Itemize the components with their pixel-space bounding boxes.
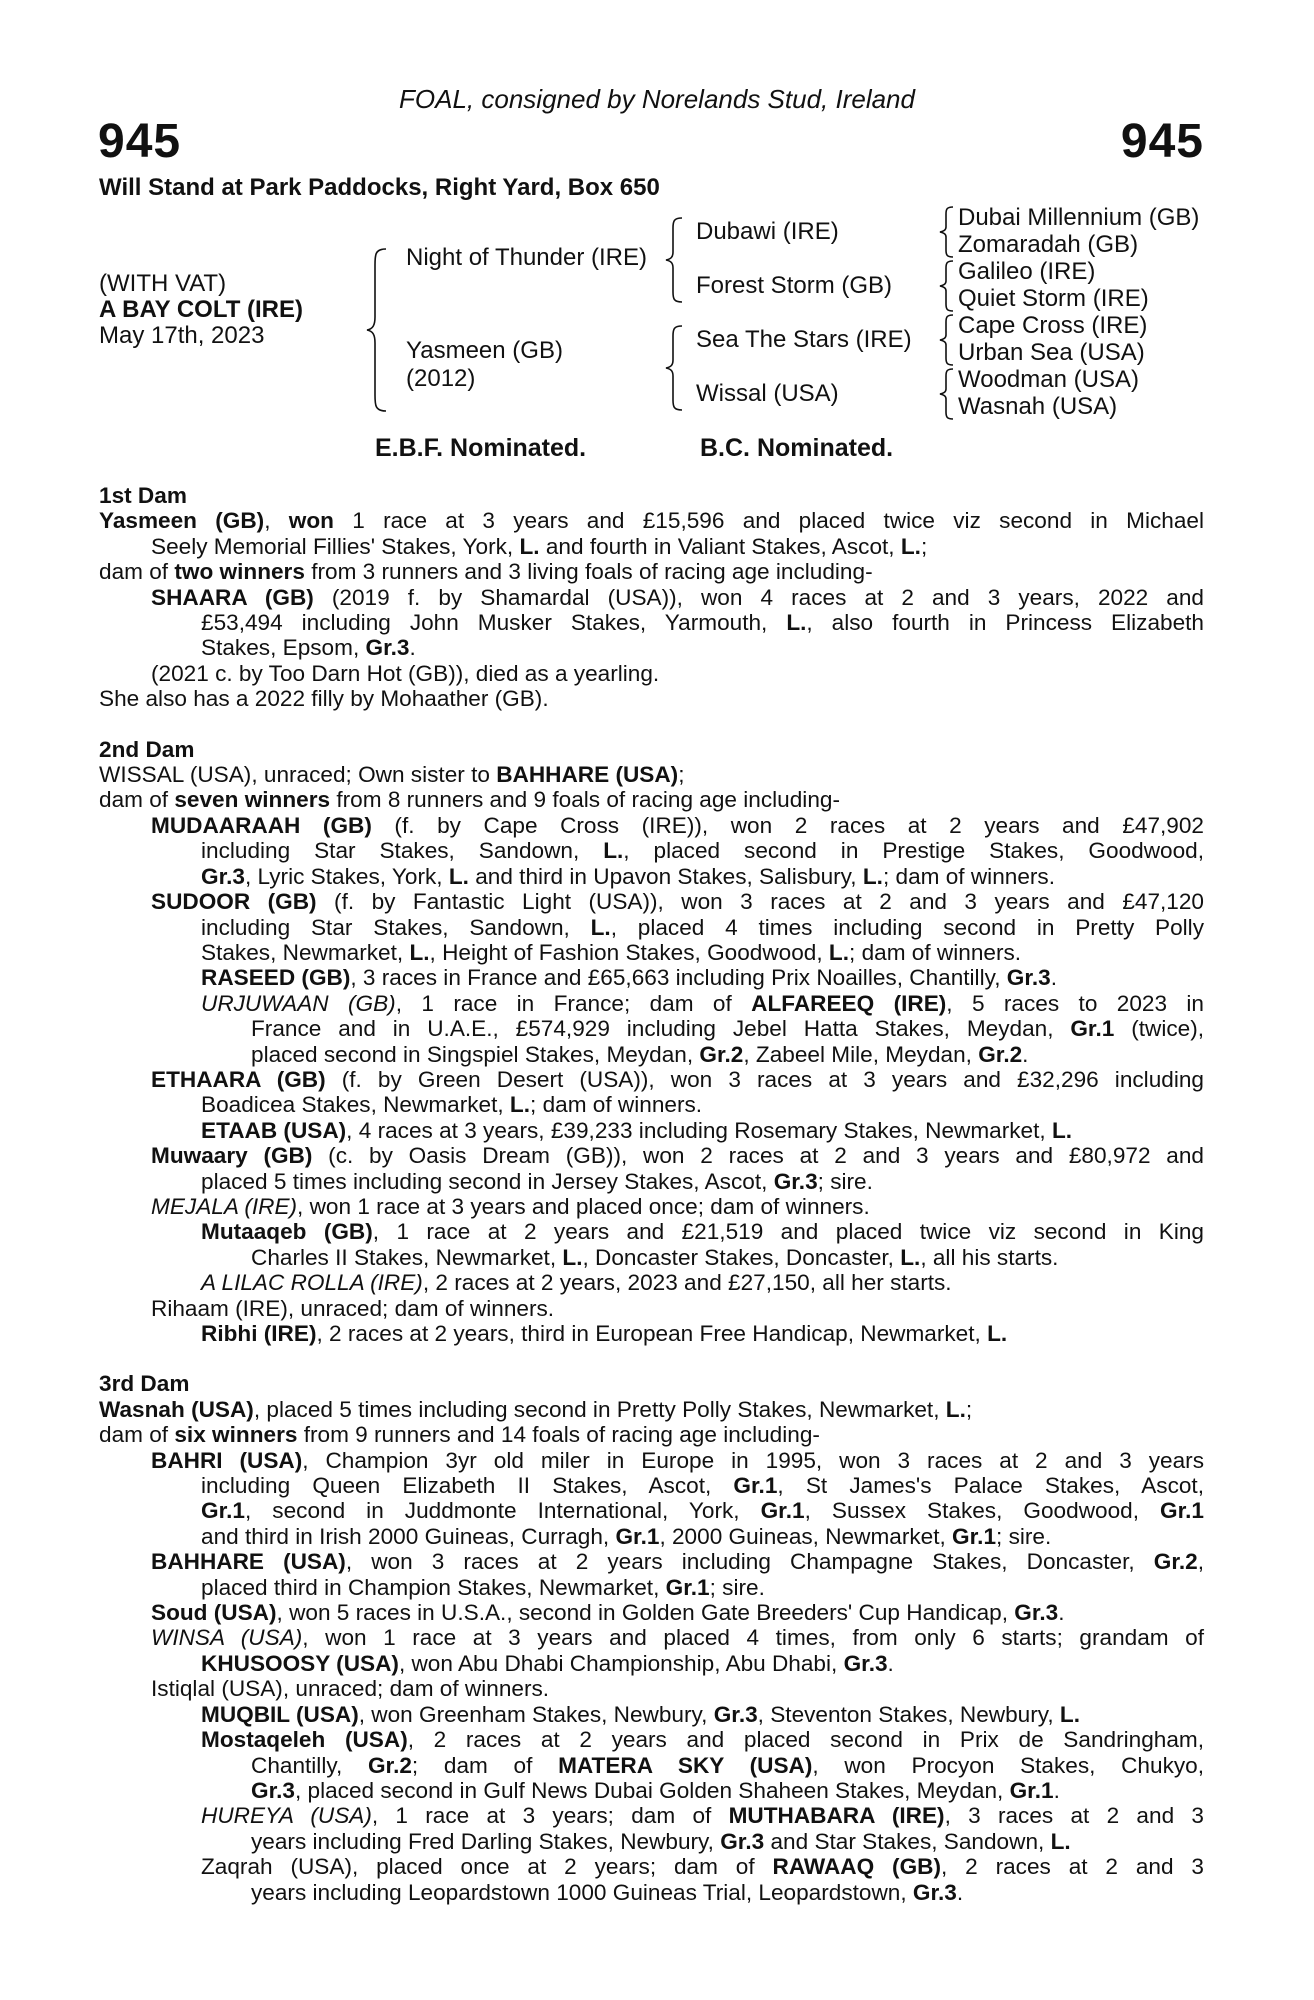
text-segment: BAHRI (USA) (151, 1447, 303, 1473)
consignor-line: FOAL, consigned by Norelands Stud, Ireland (399, 84, 915, 114)
sire-sire-dam: Zomaradah (GB) (958, 231, 1139, 258)
text-segment: Gr.3 (773, 1168, 818, 1194)
text-segment: Ribhi (IRE) (201, 1321, 317, 1346)
text-segment: from 8 runners and 9 foals of racing age including- (330, 787, 840, 813)
text-segment: , second in Juddmonte International, York, (244, 1498, 761, 1524)
text-segment: L. (1059, 1701, 1081, 1727)
text-segment: Gr.1 (952, 1523, 997, 1549)
text-segment: and Star Stakes, Sandown, (764, 1828, 1051, 1854)
text-segment: A LILAC ROLLA (IRE) (201, 1270, 423, 1296)
text-segment: Gr.2 (978, 1041, 1023, 1067)
text-segment: , placed second in Gulf News Dubai Golden Shaheen Stakes, Meydan, (294, 1777, 1010, 1803)
dam-section (99, 712, 1204, 1347)
text-segment: Stakes, Newmarket, (201, 939, 410, 965)
text-segment: , 1 race in France; dam of (395, 990, 752, 1016)
text-line (99, 1194, 1204, 1219)
dam-sire-sire: Cape Cross (IRE) (958, 312, 1148, 339)
text-segment: (c. by Oasis Dream (GB)), won 2 races at 2 and 3 years and £80,972 and (312, 1143, 1204, 1169)
text-segment: ; (920, 533, 928, 559)
text-segment: L. (590, 914, 611, 940)
text-segment: Stakes, Epsom, (201, 635, 366, 661)
text-segment: (f. by Green Desert (USA)), won 3 races at 3 years and £32,296 including (325, 1066, 1204, 1092)
sire-dam-dam: Quiet Storm (IRE) (958, 285, 1149, 312)
text-segment: , won Procyon Stakes, Chukyo, (812, 1752, 1205, 1778)
text-segment: L. (945, 1396, 966, 1422)
text-segment: Yasmeen (GB) (99, 508, 265, 534)
text-line (99, 1016, 1204, 1041)
text-segment: , won 1 race at 3 years and placed once; dam of winners. (297, 1193, 870, 1219)
text-line (99, 1651, 1204, 1676)
text-segment: MUQBIL (USA) (201, 1701, 359, 1727)
text-segment: ; dam of (411, 1752, 559, 1778)
text-line (99, 508, 1204, 533)
vat-note: (WITH VAT) (99, 270, 227, 297)
text-segment: , won 3 races at 2 years including Champagne Stakes, Doncaster, (345, 1549, 1154, 1575)
text-segment: Wasnah (USA) (99, 1396, 254, 1422)
text-line (99, 635, 1204, 660)
section-gap (99, 1346, 1204, 1371)
text-segment: ; (965, 1396, 973, 1422)
text-segment: , Zabeel Mile, Meydan, (743, 1041, 979, 1067)
text-segment: , all his starts. (920, 1244, 1059, 1270)
text-line (99, 813, 1204, 838)
text-segment: Mutaaqeb (GB) (201, 1219, 373, 1245)
text-segment: WINSA (USA) (151, 1625, 303, 1651)
text-segment: Gr.3 (365, 635, 410, 661)
text-segment: , 1 race at 2 years and £21,519 and placed twice viz second in King (372, 1219, 1204, 1245)
text-line (99, 1778, 1204, 1803)
text-segment: ; dam of winners. (849, 939, 1022, 965)
sire-name: Night of Thunder (IRE) (406, 244, 647, 271)
text-segment: , 5 races to 2023 in (946, 990, 1205, 1016)
text-segment: , 1 race at 3 years; dam of (371, 1803, 729, 1829)
text-line (99, 991, 1204, 1016)
lot-subject: A BAY COLT (IRE) (99, 296, 304, 323)
dam-name: Yasmeen (GB) (406, 337, 563, 364)
text-line (99, 1702, 1204, 1727)
text-segment: . (1053, 1777, 1060, 1803)
text-line (99, 1042, 1204, 1067)
brace-dam (662, 324, 688, 412)
section-heading: 1st Dam (99, 483, 187, 508)
brace-sd (937, 259, 957, 313)
text-segment: ETHAARA (GB) (151, 1066, 326, 1092)
text-segment: years including Fred Darling Stakes, Newbury, (251, 1828, 721, 1854)
text-line (99, 965, 1204, 990)
text-line (99, 1854, 1204, 1879)
text-segment: RASEED (GB) (201, 965, 351, 991)
dam-sire: Sea The Stars (IRE) (696, 326, 912, 353)
bc-nomination: B.C. Nominated. (700, 434, 894, 462)
text-line (99, 889, 1204, 914)
text-line (99, 585, 1204, 610)
text-segment: She also has a 2022 filly by Mohaather (GB). (99, 686, 549, 712)
text-segment: Istiqlal (USA), unraced; dam of winners. (151, 1676, 550, 1702)
text-segment: dam of (99, 559, 175, 585)
text-line (99, 610, 1204, 635)
brace-sire (662, 216, 688, 304)
text-line (99, 1575, 1204, 1600)
text-line (99, 1524, 1204, 1549)
text-segment: Rihaam (IRE), unraced; dam of winners. (151, 1295, 555, 1321)
text-line (99, 1473, 1204, 1498)
text-segment: Gr.2 (1153, 1549, 1198, 1575)
text-segment: two winners (174, 559, 305, 585)
text-segment: Gr.1 (1009, 1777, 1054, 1803)
sire-dam-sire: Galileo (IRE) (958, 258, 1096, 285)
text-segment: . (1050, 965, 1058, 991)
text-segment: KHUSOOSY (USA) (201, 1650, 399, 1676)
text-segment: placed third in Champion Stakes, Newmarket, (201, 1574, 666, 1600)
dam-dam-dam: Wasnah (USA) (958, 393, 1118, 420)
text-line (99, 686, 1204, 711)
text-segment: . (1058, 1600, 1065, 1626)
text-line (99, 762, 1204, 787)
text-line (99, 1067, 1204, 1092)
text-segment: (2021 c. by Too Darn Hot (GB)), died as a yearling. (151, 660, 660, 686)
text-segment: and third in Upavon Stakes, Salisbury, (468, 863, 863, 889)
text-segment: years including Leopardstown 1000 Guineas Trial, Leopardstown, (251, 1879, 913, 1905)
text-segment: £53,494 including John Musker Stakes, Yarmouth, (201, 610, 787, 636)
stand-location: Will Stand at Park Paddocks, Right Yard, Box 650 (99, 174, 660, 201)
text-segment: , also fourth in Princess Elizabeth (806, 610, 1204, 636)
text-line (99, 915, 1204, 940)
text-segment: Soud (USA) (151, 1600, 277, 1626)
text-line (99, 1498, 1204, 1523)
text-segment: L. (987, 1321, 1008, 1346)
text-segment: , placed 5 times including second in Pretty Polly Stakes, Newmarket, (253, 1396, 946, 1422)
text-segment: ; dam of winners. (530, 1092, 703, 1118)
text-segment: (f. by Fantastic Light (USA)), won 3 races at 2 and 3 years and £47,120 (316, 889, 1204, 915)
text-segment: L. (448, 863, 469, 889)
text-segment: , won 1 race at 3 years and placed 4 times, from only 6 starts; grandam of (302, 1625, 1204, 1651)
text-segment: ; dam of winners. (882, 863, 1055, 889)
text-segment: L. (828, 939, 850, 965)
text-segment: , won Greenham Stakes, Newbury, (358, 1701, 714, 1727)
text-line (99, 940, 1204, 965)
text-segment: HUREYA (USA) (201, 1803, 372, 1829)
text-segment: placed 5 times including second in Jersey Stakes, Ascot, (201, 1168, 774, 1194)
text-line (99, 1422, 1204, 1447)
text-segment: Chantilly, (251, 1752, 368, 1778)
text-segment: Gr.3 (912, 1879, 957, 1905)
text-segment: including Star Stakes, Sandown, (201, 914, 591, 940)
text-line (99, 1092, 1204, 1117)
text-segment: Gr.3 (1006, 965, 1051, 991)
sire-dam: Forest Storm (GB) (696, 272, 893, 299)
text-segment: (f. by Cape Cross (IRE)), won 2 races at 2 years and £47,902 (371, 812, 1204, 838)
text-segment: , Height of Fashion Stakes, Goodwood, (429, 939, 829, 965)
text-segment: Gr.3 (843, 1650, 888, 1676)
dam-dam-sire: Woodman (USA) (958, 366, 1139, 393)
text-segment: Gr.3 (251, 1777, 295, 1803)
text-segment: six winners (174, 1422, 298, 1448)
text-line (99, 787, 1204, 812)
dam-section (99, 483, 1204, 712)
text-segment: seven winners (174, 787, 331, 813)
text-segment: , (264, 508, 289, 534)
text-segment: , placed second in Prestige Stakes, Goodwood, (623, 838, 1204, 864)
text-segment: L. (900, 533, 921, 559)
text-segment: Boadicea Stakes, Newmarket, (201, 1092, 510, 1118)
text-line (99, 559, 1204, 584)
text-segment: Gr.3 (720, 1828, 765, 1854)
text-segment: L. (509, 1092, 531, 1118)
text-line (99, 1143, 1204, 1168)
text-line (99, 1219, 1204, 1244)
text-segment: including Star Stakes, Sandown, (201, 838, 604, 864)
text-segment: Gr.3 (201, 863, 245, 889)
text-line (99, 1625, 1204, 1650)
text-segment: BAHHARE (USA) (496, 762, 679, 788)
text-segment: Mostaqeleh (USA) (201, 1727, 408, 1753)
text-segment: SUDOOR (GB) (151, 889, 317, 915)
text-segment: MUDAARAAH (GB) (151, 812, 372, 838)
text-segment: , won 5 races in U.S.A., second in Golden Gate Breeders' Cup Handicap, (276, 1600, 1015, 1626)
text-segment: Gr.1 (201, 1498, 245, 1524)
text-segment: dam of (99, 787, 175, 813)
text-line (99, 1829, 1204, 1854)
text-segment: , Doncaster Stakes, Doncaster, (582, 1244, 901, 1270)
text-segment: L. (603, 838, 624, 864)
text-segment: Gr.1 (1070, 1016, 1115, 1042)
text-segment: , Sussex Stakes, Goodwood, (804, 1498, 1161, 1524)
text-segment: , won Abu Dhabi Championship, Abu Dhabi, (398, 1650, 844, 1676)
text-line (99, 534, 1204, 559)
section-gap (99, 712, 1204, 737)
text-segment: Gr.1 (665, 1574, 710, 1600)
text-segment: . (887, 1650, 894, 1676)
brace-ss (937, 205, 957, 259)
text-segment: from 3 runners and 3 living foals of racing age including- (304, 559, 873, 585)
dam-foal-year: (2012) (406, 365, 476, 392)
text-segment: Gr.1 (760, 1498, 805, 1524)
text-segment: placed second in Singspiel Stakes, Meydan, (251, 1041, 700, 1067)
foaling-date: May 17th, 2023 (99, 322, 265, 349)
text-segment: . (956, 1879, 964, 1905)
text-segment: , 2 races at 2 years, third in European Free Handicap, Newmarket, (316, 1321, 988, 1346)
text-segment: and fourth in Valiant Stakes, Ascot, (539, 533, 901, 559)
text-segment: ; sire. (709, 1574, 765, 1600)
text-line (99, 1397, 1204, 1422)
text-segment: , 3 races in France and £65,663 including Prix Noailles, Chantilly, (350, 965, 1007, 991)
lot-number-left: 945 (98, 115, 182, 168)
text-segment: Muwaary (GB) (151, 1143, 313, 1169)
text-segment: (twice), (1114, 1016, 1205, 1042)
ebf-nomination: E.B.F. Nominated. (375, 434, 587, 462)
text-line (99, 1880, 1204, 1905)
text-line (99, 1600, 1204, 1625)
text-line (99, 1753, 1204, 1778)
text-segment: , St James's Palace Stakes, Ascot, (777, 1473, 1204, 1499)
text-segment: Gr.2 (367, 1752, 412, 1778)
text-segment: Zaqrah (USA), placed once at 2 years; dam of (201, 1854, 773, 1880)
lot-number-right: 945 (1120, 115, 1204, 168)
sire-sire: Dubawi (IRE) (696, 218, 839, 245)
text-line (99, 838, 1204, 863)
text-segment: Gr.2 (699, 1041, 744, 1067)
sire-sire-sire: Dubai Millennium (GB) (958, 204, 1200, 231)
text-line (99, 864, 1204, 889)
text-segment: , 2000 Guineas, Newmarket, (659, 1523, 953, 1549)
section-heading: 3rd Dam (99, 1371, 190, 1397)
brace-dd (937, 367, 957, 421)
text-segment: MUTHABARA (IRE) (728, 1803, 945, 1829)
text-segment: won (288, 508, 334, 534)
text-segment: , placed 4 times including second in Pretty Polly (610, 914, 1204, 940)
dam-dam: Wissal (USA) (696, 380, 839, 407)
text-segment: ; (678, 762, 685, 788)
text-line (99, 1321, 1204, 1346)
dam-sire-dam: Urban Sea (USA) (958, 339, 1145, 366)
text-segment: , Steventon Stakes, Newbury, (757, 1701, 1060, 1727)
text-segment: ETAAB (USA) (201, 1117, 347, 1143)
text-segment: L. (900, 1244, 921, 1270)
text-segment: Gr.1 (733, 1473, 778, 1499)
text-segment: , 2 races at 2 years and placed second in Prix de Sandringham, (407, 1727, 1204, 1753)
text-line (99, 1448, 1204, 1473)
text-segment: Charles II Stakes, Newmarket, (251, 1244, 563, 1270)
text-segment: SHAARA (GB) (151, 584, 314, 610)
text-segment: L. (1050, 1828, 1071, 1854)
text-line (99, 1549, 1204, 1574)
text-segment: Gr.1 (615, 1523, 660, 1549)
text-segment: L. (409, 939, 430, 965)
text-segment: MATERA SKY (USA) (558, 1752, 813, 1778)
text-line (99, 1245, 1204, 1270)
section-heading: 2nd Dam (99, 736, 195, 762)
text-segment: France and in U.A.E., £574,929 including Jebel Hatta Stakes, Meydan, (251, 1016, 1071, 1042)
text-segment: , 2 races at 2 and 3 (941, 1854, 1204, 1880)
text-segment: MEJALA (IRE) (151, 1193, 298, 1219)
text-line (99, 1169, 1204, 1194)
text-segment: , Lyric Stakes, York, (244, 863, 449, 889)
text-segment: , 2 races at 2 years, 2023 and £27,150, all her starts. (422, 1270, 952, 1296)
text-segment: L. (786, 610, 807, 636)
brace-ds (937, 313, 957, 367)
text-line (99, 1676, 1204, 1701)
text-segment: Gr.3 (1014, 1600, 1059, 1626)
text-line (99, 1727, 1204, 1752)
dam-section (99, 1346, 1204, 1905)
text-segment: L. (562, 1244, 583, 1270)
text-segment: 1 race at 3 years and £15,596 and placed twice viz second in Michael (333, 508, 1204, 534)
text-segment: . (409, 635, 416, 661)
text-segment: ; sire. (996, 1523, 1052, 1549)
text-segment: dam of (99, 1422, 175, 1448)
text-segment: ; sire. (817, 1168, 873, 1194)
text-segment: . (1022, 1041, 1029, 1067)
text-line (99, 661, 1204, 686)
text-segment: and third in Irish 2000 Guineas, Curragh, (201, 1523, 616, 1549)
text-segment: , 3 races at 2 and 3 (944, 1803, 1204, 1829)
text-segment: , (1197, 1549, 1204, 1575)
text-segment: including Queen Elizabeth II Stakes, Ascot, (201, 1473, 734, 1499)
text-line (99, 1803, 1204, 1828)
text-segment: , 4 races at 3 years, £39,233 including Rosemary Stakes, Newmarket, (346, 1117, 1052, 1143)
text-segment: L. (862, 863, 883, 889)
text-segment: ALFAREEQ (IRE) (751, 990, 947, 1016)
family-details (99, 483, 1204, 1905)
text-line (99, 1270, 1204, 1295)
text-segment: from 9 runners and 14 foals of racing age including- (297, 1422, 820, 1448)
text-segment: L. (1051, 1117, 1073, 1143)
text-segment: WISSAL (USA), unraced; Own sister to (99, 762, 497, 788)
text-line (99, 1296, 1204, 1321)
text-segment: , Champion 3yr old miler in Europe in 1995, won 3 races at 2 and 3 years (302, 1447, 1204, 1473)
text-segment: RAWAAQ (GB) (772, 1854, 941, 1880)
brace-main (364, 247, 394, 413)
text-segment: L. (519, 533, 540, 559)
text-segment: BAHHARE (USA) (151, 1549, 346, 1575)
text-segment: (2019 f. by Shamardal (USA)), won 4 races at 2 and 3 years, 2022 and (313, 584, 1204, 610)
text-segment: Gr.3 (713, 1701, 758, 1727)
text-segment: Gr.1 (1160, 1498, 1204, 1524)
text-segment: Seely Memorial Fillies' Stakes, York, (151, 533, 520, 559)
text-line (99, 1118, 1204, 1143)
text-segment: URJUWAAN (GB) (201, 990, 396, 1016)
